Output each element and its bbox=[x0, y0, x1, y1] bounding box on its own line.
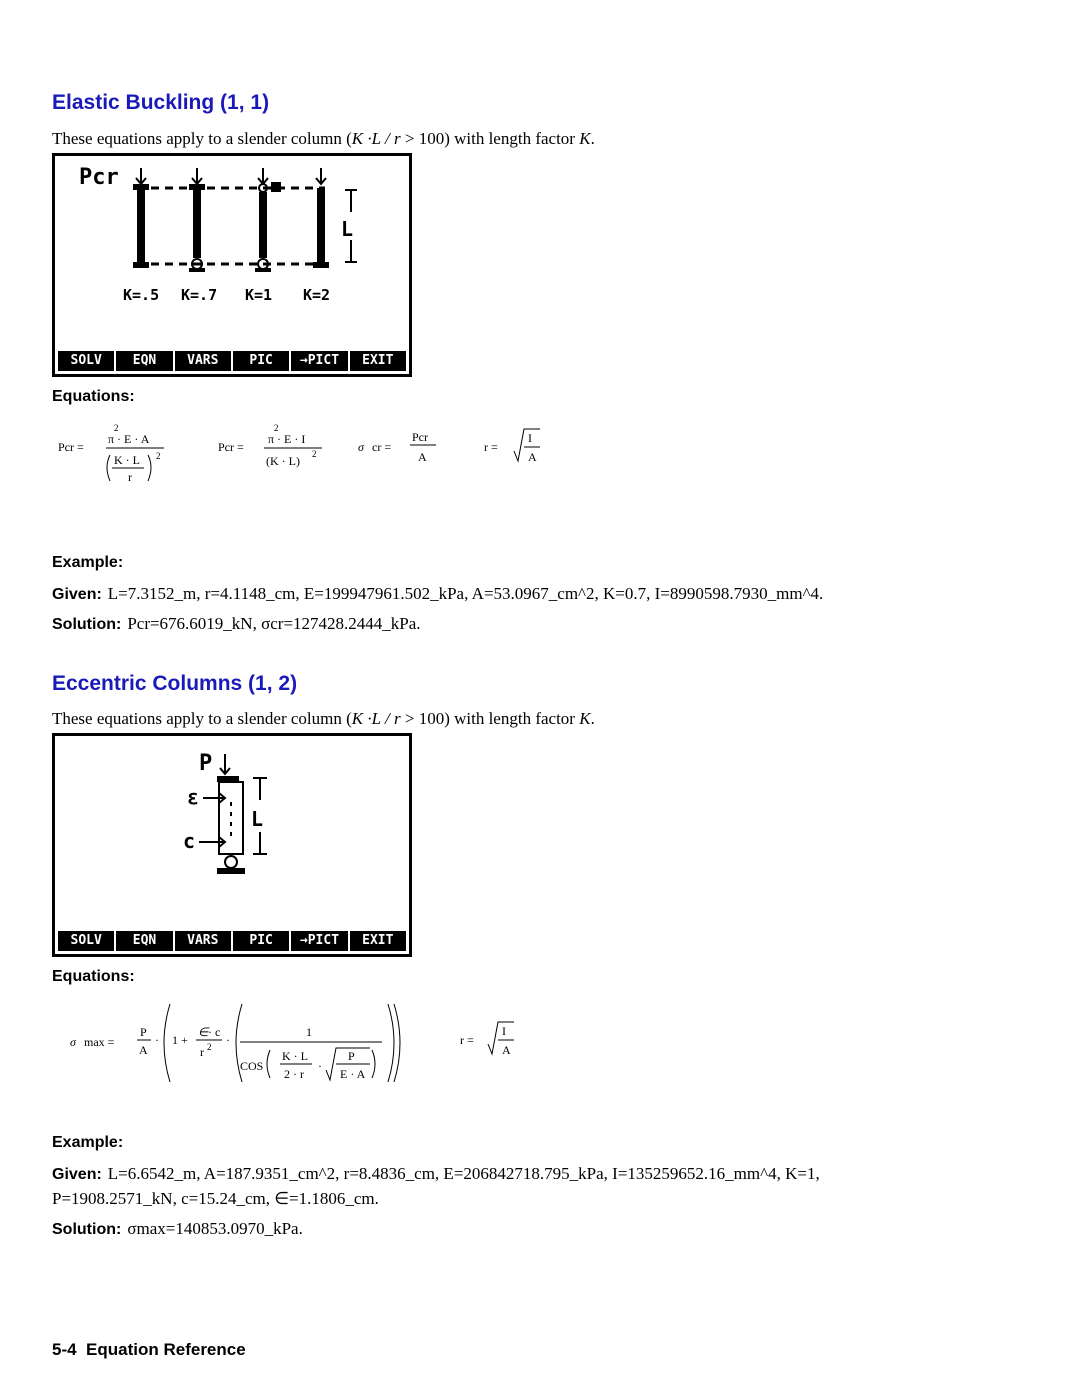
equations-label: Equations: bbox=[52, 388, 135, 405]
buckling-diagram bbox=[55, 156, 409, 354]
svg-text:π · E · A: π · E · A bbox=[108, 432, 150, 446]
softkey-pic[interactable]: PIC bbox=[233, 931, 289, 951]
solution-label: Solution: bbox=[52, 1221, 122, 1238]
footer-title: Equation Reference bbox=[86, 1340, 246, 1359]
svg-text:π · E · I: π · E · I bbox=[268, 432, 306, 446]
svg-text:r =: r = bbox=[460, 1033, 474, 1047]
svg-text:COS: COS bbox=[240, 1059, 264, 1073]
intro-end: . bbox=[590, 129, 595, 148]
svg-text:2: 2 bbox=[274, 423, 279, 433]
example-label: Example: bbox=[52, 554, 124, 571]
column-k2 bbox=[313, 168, 329, 268]
softkey-exit[interactable]: EXIT bbox=[350, 931, 406, 951]
given-label: Given: bbox=[52, 586, 102, 603]
svg-text:I: I bbox=[528, 431, 532, 445]
k-label-4: K=2 bbox=[303, 286, 331, 304]
svg-text:Pcr =: Pcr = bbox=[58, 440, 84, 454]
intro-k: K bbox=[579, 129, 591, 148]
softkey-pict[interactable]: →PICT bbox=[291, 351, 347, 371]
length-label: L bbox=[341, 217, 354, 241]
k-label-3: K=1 bbox=[245, 286, 273, 304]
softkey-vars[interactable]: VARS bbox=[175, 931, 231, 951]
svg-text:r: r bbox=[128, 470, 132, 484]
svg-text:· c: · c bbox=[208, 1025, 221, 1039]
c-label: c bbox=[183, 829, 196, 853]
page-footer bbox=[52, 1340, 246, 1360]
softkey-menu bbox=[58, 931, 406, 951]
equations-eccentric bbox=[52, 998, 572, 1090]
given-line-2 bbox=[52, 1164, 820, 1184]
svg-text:1 +: 1 + bbox=[172, 1033, 188, 1047]
given-label: Given: bbox=[52, 1166, 102, 1183]
intro-text-2: > 100) with length factor bbox=[400, 129, 580, 148]
svg-text:σ: σ bbox=[70, 1035, 76, 1049]
p-label: P bbox=[199, 751, 213, 776]
svg-text:·: · bbox=[318, 1059, 322, 1073]
svg-text:r: r bbox=[200, 1045, 204, 1059]
svg-text:2: 2 bbox=[156, 451, 161, 461]
svg-text:A: A bbox=[418, 450, 427, 464]
svg-text:P: P bbox=[348, 1049, 355, 1063]
svg-text:(K · L): (K · L) bbox=[266, 454, 300, 468]
svg-text:2: 2 bbox=[312, 449, 317, 459]
svg-text:I: I bbox=[502, 1024, 506, 1038]
svg-text:K · L: K · L bbox=[282, 1049, 308, 1063]
column-k1 bbox=[255, 168, 281, 272]
svg-text:∈: ∈ bbox=[198, 1025, 209, 1039]
intro-text-2: > 100) with length factor bbox=[400, 709, 580, 728]
calculator-screen-buckling bbox=[52, 153, 412, 377]
eccentric-diagram bbox=[55, 736, 409, 934]
intro-k: K bbox=[579, 709, 591, 728]
svg-text:1: 1 bbox=[306, 1025, 312, 1039]
given-line bbox=[52, 584, 823, 604]
svg-text:cr =: cr = bbox=[372, 440, 392, 454]
svg-text:r =: r = bbox=[484, 440, 498, 454]
intro-math: K ·L / r bbox=[351, 709, 401, 728]
page-number: 5-4 bbox=[52, 1340, 77, 1359]
solution-values: Pcr=676.6019_kN, σcr=127428.2444_kPa. bbox=[127, 614, 421, 633]
intro-end: . bbox=[590, 709, 595, 728]
softkey-menu bbox=[58, 351, 406, 371]
softkey-vars[interactable]: VARS bbox=[175, 351, 231, 371]
solution-line bbox=[52, 614, 421, 634]
svg-text:·: · bbox=[226, 1033, 230, 1047]
svg-text:·: · bbox=[155, 1033, 159, 1047]
svg-text:P: P bbox=[140, 1025, 147, 1039]
softkey-eqn[interactable]: EQN bbox=[116, 351, 172, 371]
svg-text:2 · r: 2 · r bbox=[284, 1067, 304, 1081]
calculator-screen-eccentric bbox=[52, 733, 412, 957]
section-intro-2 bbox=[52, 709, 595, 729]
solution-label: Solution: bbox=[52, 616, 122, 633]
section-intro bbox=[52, 129, 595, 149]
eccentricity-label: ε bbox=[187, 785, 200, 809]
equations-buckling bbox=[52, 415, 572, 495]
length-label: L bbox=[251, 807, 264, 831]
k-label-2: K=.7 bbox=[181, 286, 218, 304]
k-label-1: K=.5 bbox=[123, 286, 160, 304]
section-title-eccentric-columns: Eccentric Columns (1, 2) bbox=[52, 672, 298, 695]
svg-text:E · A: E · A bbox=[340, 1067, 366, 1081]
softkey-solv[interactable]: SOLV bbox=[58, 351, 114, 371]
intro-math: K ·L / r bbox=[351, 129, 401, 148]
svg-text:Pcr =: Pcr = bbox=[218, 440, 244, 454]
solution-values: σmax=140853.0970_kPa. bbox=[127, 1219, 303, 1238]
svg-text:σ: σ bbox=[358, 440, 364, 454]
svg-text:max =: max = bbox=[84, 1035, 115, 1049]
section-title-elastic-buckling: Elastic Buckling (1, 1) bbox=[52, 91, 270, 114]
intro-text: These equations apply to a slender column ( bbox=[52, 709, 352, 728]
given-line-2b: P=1908.2571_kN, c=15.24_cm, ∈=1.1806_cm. bbox=[52, 1189, 379, 1208]
pcr-label: Pcr bbox=[79, 165, 119, 190]
softkey-solv[interactable]: SOLV bbox=[58, 931, 114, 951]
given-values: L=6.6542_m, A=187.9351_cm^2, r=8.4836_cm, E=206842718.795_kPa, I=135259652.16_mm^4, K=1, bbox=[107, 1164, 820, 1183]
softkey-exit[interactable]: EXIT bbox=[350, 351, 406, 371]
solution-line-2 bbox=[52, 1219, 303, 1239]
svg-text:A: A bbox=[139, 1043, 148, 1057]
column-k07 bbox=[189, 168, 205, 272]
svg-text:A: A bbox=[502, 1043, 511, 1057]
given-values: L=7.3152_m, r=4.1148_cm, E=199947961.502_kPa, A=53.0967_cm^2, K=0.7, I=8990598.7930_mm^4. bbox=[107, 584, 824, 603]
equations-label-2: Equations: bbox=[52, 968, 135, 985]
svg-text:2: 2 bbox=[207, 1042, 212, 1052]
column-k05 bbox=[133, 168, 149, 268]
svg-text:2: 2 bbox=[114, 423, 119, 433]
softkey-pict[interactable]: →PICT bbox=[291, 931, 347, 951]
svg-text:Pcr: Pcr bbox=[412, 430, 428, 444]
softkey-pic[interactable]: PIC bbox=[233, 351, 289, 371]
svg-text:K · L: K · L bbox=[114, 453, 140, 467]
svg-text:A: A bbox=[528, 450, 537, 464]
intro-text: These equations apply to a slender column ( bbox=[52, 129, 352, 148]
softkey-eqn[interactable]: EQN bbox=[116, 931, 172, 951]
example-label-2: Example: bbox=[52, 1134, 124, 1151]
